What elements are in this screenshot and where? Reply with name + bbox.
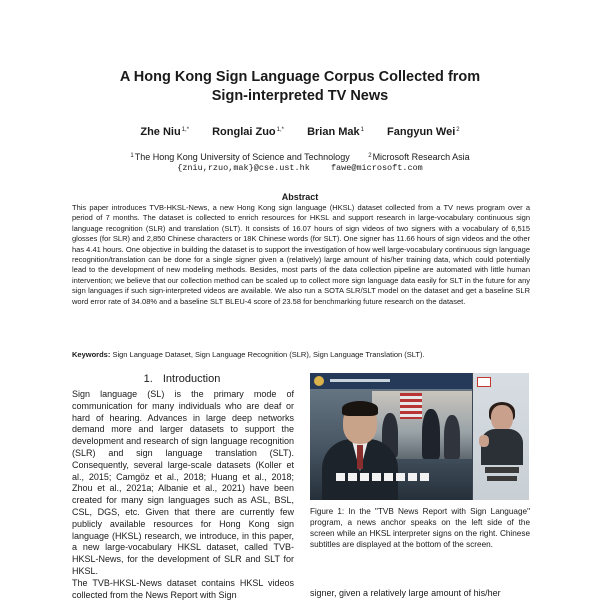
author-name: Fangyun Wei [387, 126, 456, 138]
figure-1-caption: Figure 1: In the "TVB News Report with Sign Language" program, a news anchor speaks on the left side of the screen while an HKSL interpreter signs on the right. Chinese subtitles are displayed at the bottom of the screen. [310, 507, 530, 549]
author-sup: 1,* [276, 127, 284, 133]
channel-logo-icon [314, 376, 324, 386]
side-caption-bar [487, 476, 517, 481]
author-emails [40, 163, 560, 174]
author-name: Brian Mak [307, 126, 360, 138]
side-caption-bar [485, 467, 519, 473]
title-line-2: Sign-interpreted TV News [211, 88, 389, 104]
news-anchor-panel [310, 373, 472, 500]
paper-title [40, 68, 560, 106]
section-title: Introduction [162, 373, 221, 385]
tvb-logo-icon [477, 377, 491, 387]
author-name: Ronglai Zuo [212, 126, 276, 138]
sign-interpreter-panel [473, 373, 529, 500]
keywords [72, 350, 530, 360]
author-list [40, 123, 560, 139]
affiliations [40, 151, 560, 163]
author-4 [387, 126, 460, 138]
author-sup: 2 [456, 127, 460, 133]
banner-bar [330, 379, 390, 382]
section-heading [72, 373, 292, 385]
email-2: fawe@microsoft.com [330, 163, 423, 173]
abstract-text: This paper introduces TVB-HKSL-News, a new Hong Kong sign language (HKSL) dataset collected from a TV news program over a period of 7 months. The dataset is collected to enrich resources for HKSL and support research in large-vocabulary continuous sign language recognition (SLR) and translation (SLT). It consists of 16.07 hours of sign videos of two signers with a vocabulary of 6,515 glosses (for SLR) and 2,850 Chinese characters or 18K Chinese words (for SLT). One signer has 11.66 hours of sign videos and the other has 4.41 hours. One objective in building the dataset is to support the investigation of how well large-vocabulary continuous sign language recognition/translation can be done for a single signer given a (relatively) large amount of his/her training data, which could potentially lead to the development of new modeling methods. Besides, most parts of the data collection pipeline are automated with little human intervention; we believe that our collection method can be scaled up to collect more sign language data easily for SLT in the future for any sign languages if such sign-interpreted videos are available. We also run a SOTA SLR/SLT model on the dataset and get a baseline SLR word error rate of 34.08% and a baseline SLT BLEU-4 score of 23.58 for benchmarking future research on the dataset. [72, 203, 530, 306]
signer-hand-icon [479, 435, 489, 447]
affiliation-name: The Hong Kong University of Science and Technology [134, 152, 350, 162]
right-column-text: signer, given a relatively large amount of his/her [310, 588, 501, 598]
keywords-label: Keywords: [72, 350, 111, 359]
section-number: 1. [143, 373, 153, 385]
background-person-icon [422, 409, 440, 459]
affiliation-name: Microsoft Research Asia [372, 152, 470, 162]
affiliation-sup: 1 [130, 153, 134, 159]
author-3 [307, 126, 364, 138]
intro-paragraph-2: The TVB-HKSL-News dataset contains HKSL videos collected from the News Report with Sign [72, 577, 294, 600]
flag-icon [400, 393, 422, 419]
left-column [72, 389, 294, 600]
author-2 [212, 126, 284, 138]
affiliation-sup: 2 [368, 153, 372, 159]
signer-body [481, 429, 523, 465]
chinese-subtitle-bar [336, 473, 436, 481]
affiliation-2 [368, 152, 469, 162]
title-line-1: A Hong Kong Sign Language Corpus Collected from [119, 69, 481, 85]
abstract-heading: Abstract [281, 192, 319, 202]
author-name: Zhe Niu [140, 126, 181, 138]
intro-paragraph-1: Sign language (SL) is the primary mode of communication for many individuals who are deaf or hard of hearing. Advances in large deep networks demand more and larger datasets to support the development and research of sign language recognition (SLR) and sign language translation (SLT). Consequently, several large-scale datasets (Koller et al., 2015; Camgöz et al., 2018; Huang et al., 2018; Zhou et al., 2021a; Albanie et al., 2021) have been created for many sign languages such as ASL, BSL, CSL, DGS, etc. Given that there are currently few publicly available resources for Hong Kong sign language (HKSL) research, we introduce, in this paper, a new large-vocabulary HKSL dataset, called TVB-HKSL-News, for the development of SLR and SLT for HKSL. [72, 389, 294, 576]
signer-face [491, 405, 513, 431]
figure-1-image [310, 373, 529, 500]
anchor-tie [357, 445, 363, 469]
background-person-icon [444, 415, 460, 459]
affiliation-1 [130, 152, 349, 162]
email-1: {zniu,rzuo,mak}@cse.ust.hk [177, 163, 310, 173]
author-sup: 1 [360, 127, 364, 133]
keywords-text: Sign Language Dataset, Sign Language Recognition (SLR), Sign Language Translation (SLT). [112, 350, 425, 359]
anchor-hair [342, 401, 378, 416]
author-1 [140, 126, 189, 138]
author-sup: 1,* [181, 127, 190, 133]
news-banner [310, 373, 472, 389]
